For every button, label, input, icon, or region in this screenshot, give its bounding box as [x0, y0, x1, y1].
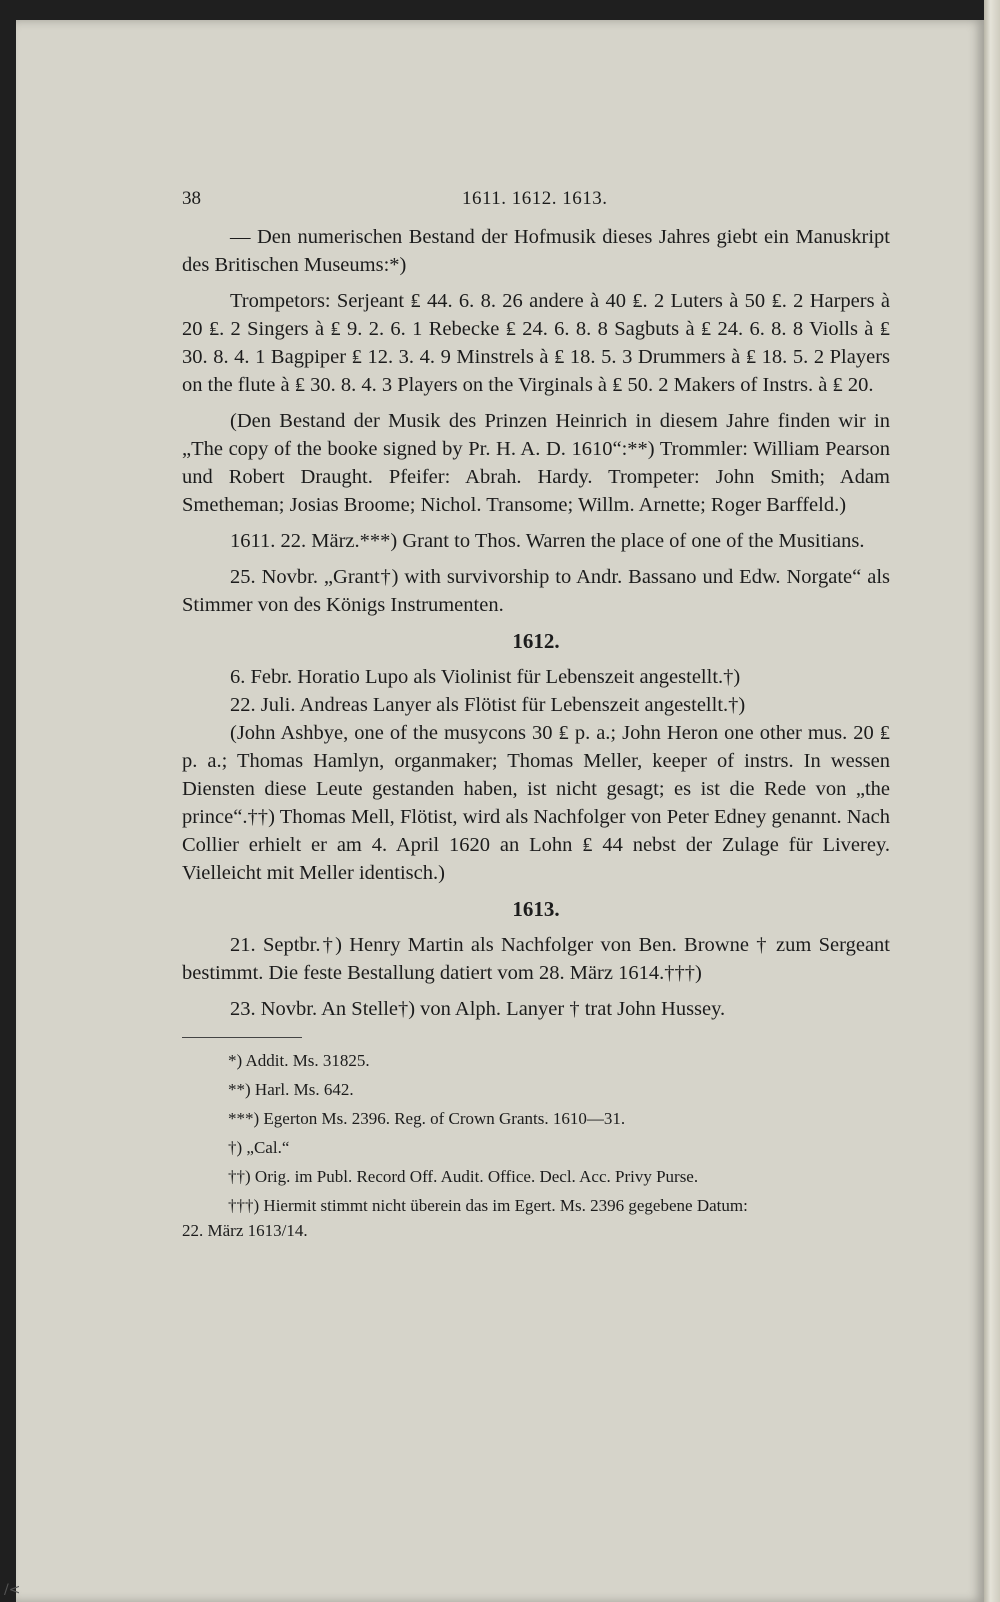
margin-mark: /< [4, 1582, 21, 1598]
footnote-2: **) Harl. Ms. 642. [228, 1080, 354, 1099]
footnotes [182, 1048, 890, 1243]
footnote-5: ††) Orig. im Publ. Record Off. Audit. Office. Decl. Acc. Privy Purse. [228, 1167, 699, 1186]
year-heading-1612: 1612. [512, 629, 560, 653]
footnote-4: †) „Cal.“ [228, 1138, 290, 1157]
paragraph-intro: — Den numerischen Bestand der Hofmusik dieses Jahres giebt ein Manuskript des Britischen Museums:*) [182, 226, 890, 276]
footnote-6-continued: 22. März 1613/14. [182, 1221, 308, 1240]
paragraph-1612-juli: 22. Juli. Andreas Lanyer als Flötist für Lebenszeit angestellt.†) [230, 694, 746, 716]
paragraph-1612-musicians: (John Ashbye, one of the musycons 30 ₤ p. a.; John Heron one other mus. 20 ₤ p. a.; Thomas Hamlyn, organmaker; Thomas Meller, keeper of instrs. In wessen Diensten diese Leute gestanden haben, ist nicht gesagt; es ist die Rede von „the prince“.††) Thomas Mell, Flötist, wird als Nachfolger von Peter Edney genannt. Nach Collier erhielt er am 4. April 1620 an Lohn ₤ 44 nebst der Zulage für Liverey. Vielleicht mit Meller identisch.) [182, 722, 890, 884]
paragraph-prinz-heinrich: (Den Bestand der Musik des Prinzen Heinrich in diesem Jahre finden wir in „The copy of the booke signed by Pr. H. A. D. 1610“:**) Trommler: William Pearson und Robert Draught. Pfeifer: Abrah. Hardy. Trompeter: John Smith; Adam Smetheman; Josias Broome; Nichol. Transome; Willm. Arnette; Roger Barffeld.) [182, 410, 890, 516]
paragraph-trompetors: Trompetors: Serjeant ₤ 44. 6. 8. 26 andere à 40 ₤. 2 Luters à 50 ₤. 2 Harpers à 20 ₤. 2 Singers à ₤ 9. 2. 6. 1 Rebecke ₤ 24. 6. 8. 8 Sagbuts à ₤ 24. 6. 8. 8 Violls à ₤ 30. 8. 4. 1 Bagpiper ₤ 12. 3. 4. 9 Minstrels à ₤ 18. 5. 3 Drummers à ₤ 18. 5. 2 Players on the flute à ₤ 30. 8. 4. 3 Players on the Virginals à ₤ 50. 2 Makers of Instrs. à ₤ 20. [182, 290, 890, 396]
paragraph-1612-febr: 6. Febr. Horatio Lupo als Violinist für Lebenszeit angestellt.†) [230, 666, 741, 688]
paragraph-1611-maerz: 1611. 22. März.***) Grant to Thos. Warren the place of one of the Musitians. [230, 530, 865, 552]
page-header [182, 185, 890, 223]
page-number: 38 [182, 188, 201, 209]
footnote-1: *) Addit. Ms. 31825. [228, 1051, 370, 1070]
paragraph-1613-septbr: 21. Septbr.†) Henry Martin als Nachfolger von Ben. Browne † zum Sergeant bestimmt. Die feste Bestallung datiert vom 28. März 1614.†††) [182, 934, 890, 984]
paragraph-1613-novbr: 23. Novbr. An Stelle†) von Alph. Lanyer † trat John Hussey. [230, 998, 726, 1020]
footnote-6: †††) Hiermit stimmt nicht überein das im Egert. Ms. 2396 gegebene Datum: [228, 1196, 748, 1215]
year-heading-1613: 1613. [512, 897, 560, 921]
running-title: 1611. 1612. 1613. [462, 188, 608, 209]
paragraph-1611-novbr: 25. Novbr. „Grant†) with survivorship to Andr. Bassano und Edw. Norgate“ als Stimmer von des Königs Instrumenten. [182, 566, 890, 616]
page-text [182, 185, 890, 1247]
page-edge [984, 0, 1000, 1602]
footnote-3: ***) Egerton Ms. 2396. Reg. of Crown Grants. 1610—31. [228, 1109, 626, 1128]
footnote-rule [182, 1037, 302, 1038]
